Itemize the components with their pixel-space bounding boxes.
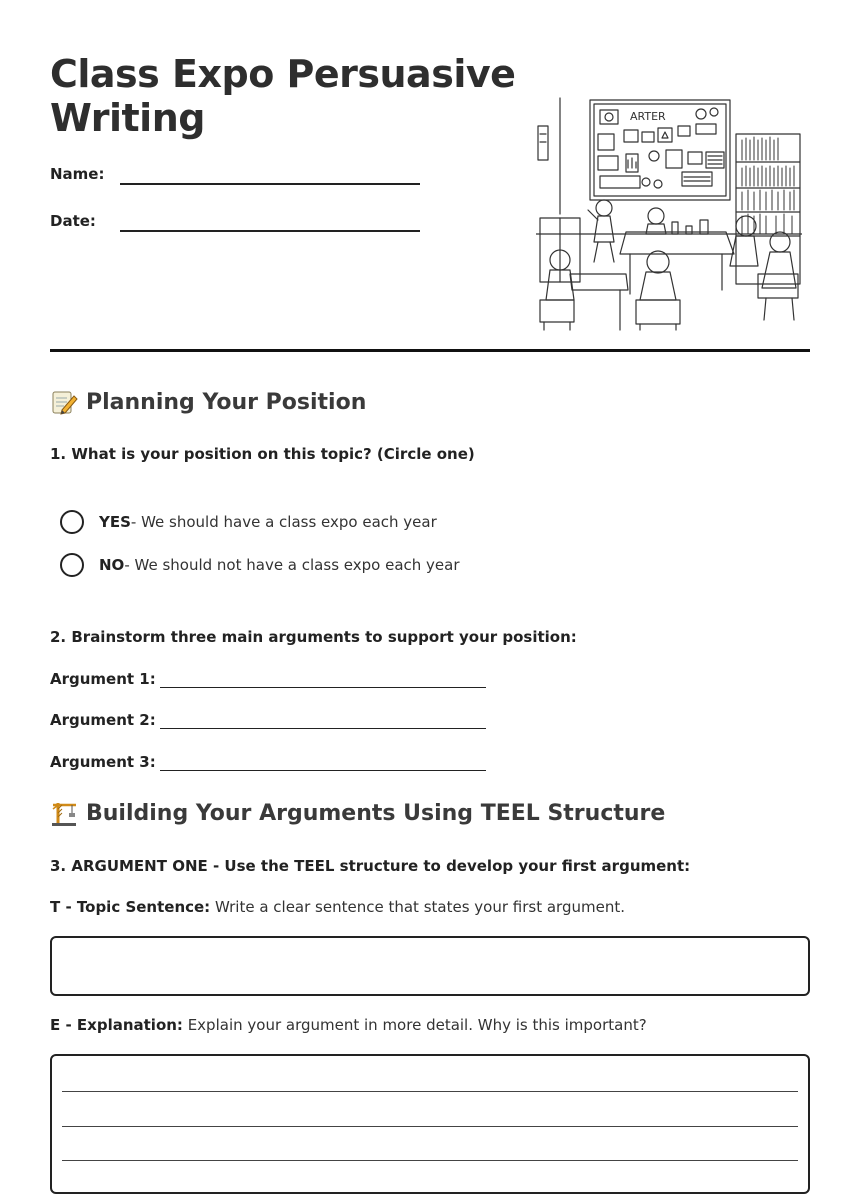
argument-3-row xyxy=(50,753,486,771)
date-write-line[interactable] xyxy=(120,230,420,232)
construction-crane-icon xyxy=(50,799,78,827)
option-yes-key: YES xyxy=(99,513,131,531)
topic-sentence-box[interactable] xyxy=(50,936,810,996)
worksheet-page xyxy=(50,0,810,1161)
explanation-label: E - Explanation: xyxy=(50,1016,183,1034)
memo-pencil-icon xyxy=(50,388,78,416)
section-heading-teel-text: Building Your Arguments Using TEEL Structure xyxy=(86,800,666,826)
date-label: Date: xyxy=(50,212,96,230)
topic-sentence-label: T - Topic Sentence: xyxy=(50,898,211,916)
explanation-instruction xyxy=(50,1016,647,1034)
argument-2-row xyxy=(50,711,486,729)
argument-2-label: Argument 2: xyxy=(50,711,156,729)
name-field-row xyxy=(50,165,470,189)
option-no-key: NO xyxy=(99,556,125,574)
question-3: 3. ARGUMENT ONE - Use the TEEL structure to develop your first argument: xyxy=(50,857,691,875)
question-2: 2. Brainstorm three main arguments to support your position: xyxy=(50,628,577,646)
header-divider xyxy=(50,349,810,352)
page-title: Class Expo Persuasive Writing xyxy=(50,52,516,140)
argument-1-line[interactable] xyxy=(160,673,486,688)
option-no[interactable] xyxy=(60,553,460,577)
option-yes[interactable] xyxy=(60,510,437,534)
explanation-write-line[interactable] xyxy=(62,1091,798,1092)
radio-no[interactable] xyxy=(60,553,84,577)
section-heading-planning xyxy=(50,388,366,416)
illustration-sign-text: ARTER xyxy=(630,110,666,123)
argument-3-line[interactable] xyxy=(160,756,486,771)
argument-2-line[interactable] xyxy=(160,714,486,729)
explanation-prompt: Explain your argument in more detail. Why is this important? xyxy=(182,1016,647,1034)
section-heading-planning-text: Planning Your Position xyxy=(86,389,367,415)
question-1: 1. What is your position on this topic? (Circle one) xyxy=(50,445,475,463)
argument-1-label: Argument 1: xyxy=(50,670,156,688)
date-field-row xyxy=(50,212,470,236)
topic-sentence-prompt: Write a clear sentence that states your first argument. xyxy=(210,898,625,916)
classroom-illustration xyxy=(536,94,802,332)
option-yes-text: - We should have a class expo each year xyxy=(130,513,437,531)
name-label: Name: xyxy=(50,165,105,183)
topic-sentence-instruction xyxy=(50,898,625,916)
section-heading-teel xyxy=(50,799,665,827)
name-write-line[interactable] xyxy=(120,183,420,185)
argument-3-label: Argument 3: xyxy=(50,753,156,771)
radio-yes[interactable] xyxy=(60,510,84,534)
option-no-text: - We should not have a class expo each year xyxy=(124,556,460,574)
argument-1-row xyxy=(50,670,486,688)
explanation-box[interactable] xyxy=(50,1054,810,1194)
explanation-write-line[interactable] xyxy=(62,1126,798,1127)
